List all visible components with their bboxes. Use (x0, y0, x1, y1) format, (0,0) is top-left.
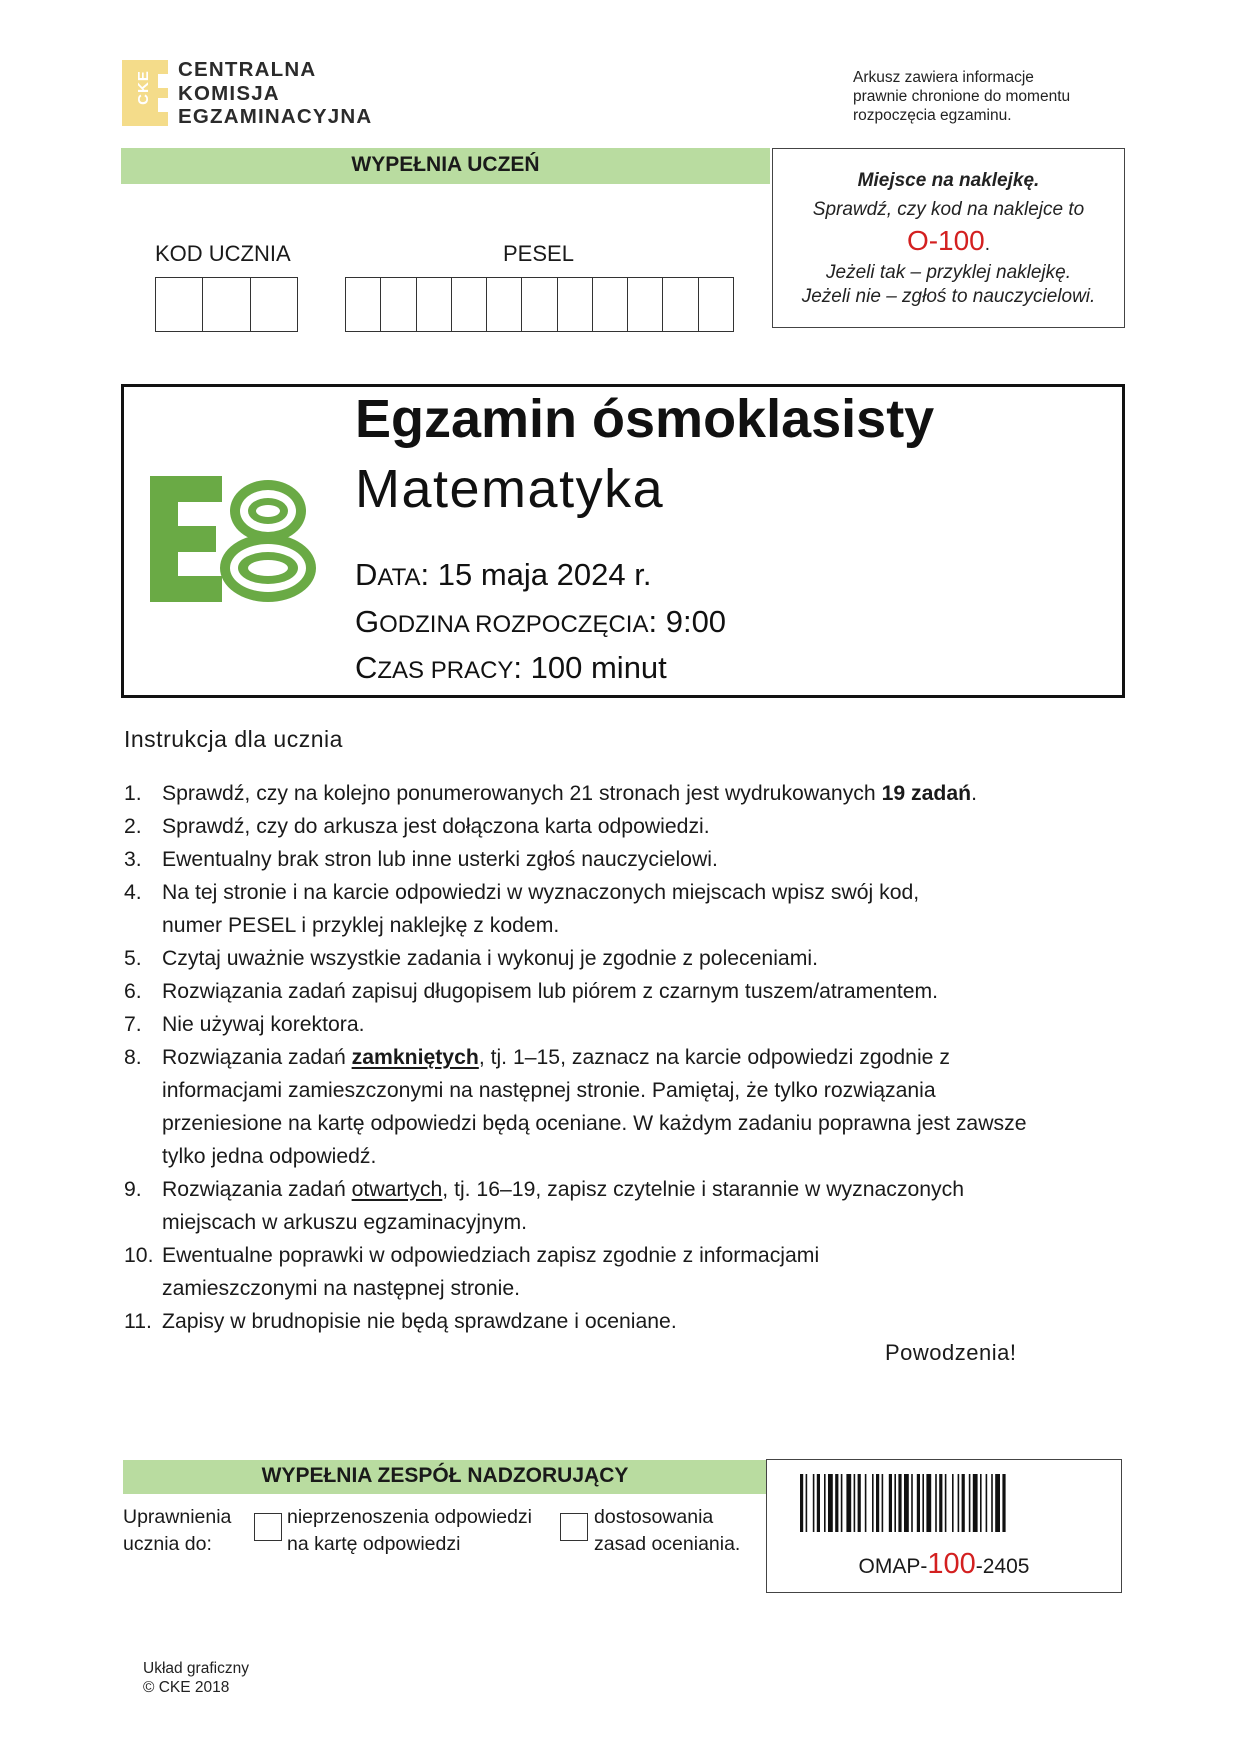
instruction-item: 8. Rozwiązania zadań zamkniętych, tj. 1–15, zaznacz na karcie odpowiedzi zgodnie z informacjami zamieszczonymi na następnej stronie. Pamiętaj, że tylko rozwiązania przeniesione na kartę odpowiedzi będą oceniane. W każdym zadaniu poprawna jest zawsze tylko jedna odpowiedź. (124, 1046, 1027, 1168)
barcode-icon (800, 1474, 1090, 1532)
barcode-variant: 100 (927, 1548, 976, 1580)
instructions-list (124, 777, 1124, 1338)
student-code-box[interactable] (203, 278, 250, 331)
e8-logo-icon (150, 476, 320, 602)
sticker-check-text: Sprawdź, czy kod na naklejce to (812, 199, 1085, 220)
no-transfer-option-label: nieprzenoszenia odpowiedzi na kartę odpowiedzi (287, 1506, 532, 1555)
adjusted-grading-checkbox[interactable] (560, 1513, 588, 1541)
footer-credit: Układ graficzny © CKE 2018 (143, 1660, 249, 1696)
instruction-item: 9. Rozwiązania zadań otwartych, tj. 16–19, zapisz czytelnie i starannie w wyznaczonych miejscach w arkuszu egzaminacyjnym. (124, 1178, 964, 1234)
student-code-boxes[interactable] (155, 277, 298, 332)
no-transfer-checkbox[interactable] (254, 1513, 282, 1541)
sticker-area[interactable] (772, 148, 1125, 328)
sticker-code: O-100 (906, 225, 985, 256)
sticker-no-text: Jeżeli nie – zgłoś to nauczycielowi. (801, 286, 1096, 307)
notice-line-2: prawnie chronione do momentu (853, 88, 1071, 105)
good-luck-text: Powodzenia! (885, 1340, 1017, 1365)
notice-line-1: Arkusz zawiera informacje (853, 69, 1034, 86)
pesel-box[interactable] (558, 278, 593, 331)
pesel-box[interactable] (417, 278, 452, 331)
cke-logo-mark-text: CKE (134, 70, 152, 105)
pesel-box[interactable] (487, 278, 522, 331)
logo-line-2: KOMISJA (178, 81, 280, 105)
exam-title: Egzamin ósmoklasisty (355, 389, 935, 449)
exam-date: DATA: 15 maja 2024 r. (355, 557, 652, 592)
student-rights-label: Uprawnienia ucznia do: (123, 1506, 232, 1555)
notice-line-3: rozpoczęcia egzaminu. (853, 107, 1012, 124)
cke-logo-text (178, 58, 372, 129)
instruction-item: 3. Ewentualny brak stron lub inne usterki zgłoś nauczycielowi. (124, 848, 718, 871)
instruction-item: 6. Rozwiązania zadań zapisuj długopisem lub piórem z czarnym tuszem/atramentem. (124, 980, 939, 1003)
adjusted-grading-option-label: dostosowania zasad oceniania. (594, 1506, 741, 1555)
logo-line-3: EGZAMINACYJNA (178, 105, 373, 128)
exam-duration: CZAS PRACY: 100 minut (355, 650, 667, 685)
pesel-box[interactable] (452, 278, 487, 331)
exam-subject: Matematyka (355, 459, 665, 519)
pesel-box[interactable] (699, 278, 733, 331)
sticker-title: Miejsce na naklejkę. (857, 170, 1040, 191)
instruction-item: 7. Nie używaj korektora. (124, 1013, 365, 1036)
barcode-code: OMAP-100-2405 (858, 1548, 1030, 1580)
supervisor-section-title: WYPEŁNIA ZESPÓŁ NADZORUJĄCY (261, 1464, 629, 1487)
confidential-notice (853, 68, 1070, 125)
open-tasks-emphasis: otwartych (351, 1178, 443, 1201)
pesel-box[interactable] (346, 278, 381, 331)
instruction-item: 5. Czytaj uważnie wszystkie zadania i wykonuj je zgodnie z poleceniami. (124, 947, 818, 970)
instruction-item: 10. Ewentualne poprawki w odpowiedziach zapisz zgodnie z informacjami zamieszczonymi na następnej stronie. (124, 1244, 820, 1300)
exam-start-time: GODZINA ROZPOCZĘCIA: 9:00 (355, 604, 727, 639)
sticker-code-suffix: . (984, 234, 991, 255)
sticker-code-line (773, 225, 1124, 257)
pesel-boxes[interactable] (345, 277, 734, 332)
student-code-box[interactable] (251, 278, 297, 331)
pesel-box[interactable] (663, 278, 698, 331)
instruction-item: 2. Sprawdź, czy do arkusza jest dołączona karta odpowiedzi. (124, 815, 710, 838)
pesel-label: PESEL (503, 241, 574, 266)
pesel-box[interactable] (628, 278, 663, 331)
pesel-box[interactable] (593, 278, 628, 331)
sticker-yes-text: Jeżeli tak – przyklej naklejkę. (826, 262, 1071, 283)
pesel-box[interactable] (381, 278, 416, 331)
logo-line-1: CENTRALNA (178, 58, 317, 81)
instruction-item: 11. Zapisy w brudnopisie nie będą sprawdzane i oceniane. (124, 1310, 677, 1333)
closed-tasks-emphasis: zamkniętych (351, 1046, 479, 1069)
instruction-item: 1. Sprawdź, czy na kolejno ponumerowanych 21 stronach jest wydrukowanych 19 zadań. (124, 782, 977, 805)
instruction-item: 4. Na tej stronie i na karcie odpowiedzi w wyznaczonych miejscach wpisz swój kod, numer PESEL i przyklej naklejkę z kodem. (124, 881, 920, 937)
student-section-title: WYPEŁNIA UCZEŃ (351, 153, 540, 176)
cke-logo-mark (122, 60, 168, 126)
student-code-box[interactable] (156, 278, 203, 331)
pesel-box[interactable] (522, 278, 557, 331)
instructions-heading: Instrukcja dla ucznia (124, 726, 343, 752)
student-code-label: KOD UCZNIA (155, 241, 291, 266)
